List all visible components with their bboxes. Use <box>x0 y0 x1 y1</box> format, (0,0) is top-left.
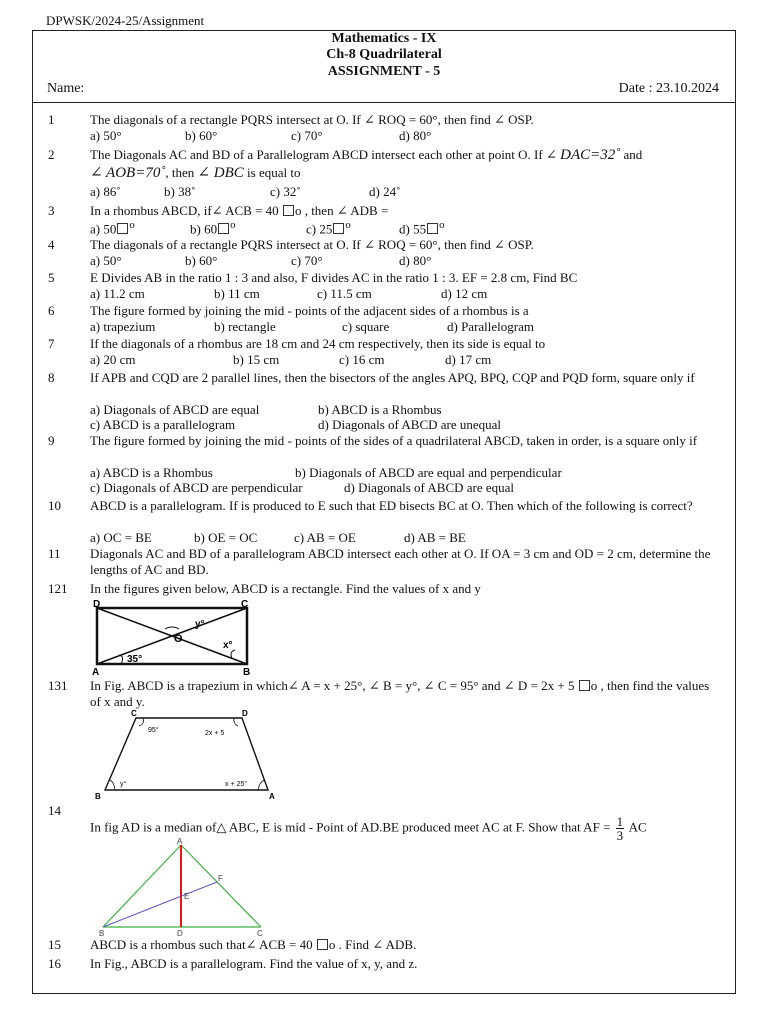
question-number: 5 <box>48 270 55 285</box>
option-a: a) trapezium <box>90 319 156 334</box>
option-b: b) 60° <box>185 253 218 268</box>
option-d: d) 24˚ <box>369 184 401 199</box>
text-part: AC <box>626 819 647 835</box>
question-text <box>90 937 719 953</box>
option-d: d) Parallelogram <box>447 319 534 334</box>
text-part: In a rhombus ABCD, if∠ ACB = 40 <box>90 203 282 218</box>
vertex-label-b: B <box>99 929 105 937</box>
option-b: b) 38˚ <box>164 184 196 199</box>
question-text-line-2 <box>90 165 719 181</box>
angle-label-x25: x + 25° <box>225 781 248 788</box>
line-bf <box>103 882 217 927</box>
page-reference: DPWSK/2024-25/Assignment <box>46 13 205 28</box>
text-part: ABCD is a rhombus such that∠ ACB = 40 <box>90 937 316 952</box>
angle-arc <box>139 718 144 726</box>
angle-arc <box>165 627 179 629</box>
point-label-d: D <box>177 929 183 937</box>
vertex-label-c: C <box>257 929 263 937</box>
question-number: 131 <box>48 678 68 693</box>
question-text <box>90 203 719 219</box>
option-c: c) 16 cm <box>339 352 385 367</box>
math-expression: ∠ DBC <box>197 165 244 181</box>
assignment-sheet <box>32 30 736 994</box>
option-b: b) OE = OC <box>194 530 258 545</box>
vertex-label-c: C <box>131 710 137 718</box>
option-b: b) rectangle <box>214 319 276 334</box>
text-part: In fig AD is a median of△ ABC, E is mid - Point of AD.BE produced meet AC at F. Show that AF = <box>90 819 614 835</box>
date-label: Date : 23.10.2024 <box>618 81 719 96</box>
assignment-title: ASSIGNMENT - 5 <box>327 64 441 79</box>
placeholder-box-icon <box>218 223 229 234</box>
angle-arc <box>234 718 238 726</box>
option-a: a) ABCD is a Rhombus <box>90 465 213 480</box>
option-d: d) AB = BE <box>404 530 466 545</box>
option-c: c) 11.5 cm <box>317 286 372 301</box>
question-number: 4 <box>48 237 55 252</box>
point-label-f: F <box>218 874 223 883</box>
side-ac <box>181 845 261 927</box>
vertex-label-d: D <box>93 599 101 610</box>
option-c: c) AB = OE <box>294 530 356 545</box>
option-c: c) 25 $^o$ <box>306 219 351 237</box>
rectangle-figure <box>91 598 256 676</box>
question-text: The diagonals of a rectangle PQRS intersect at O. If ∠ ROQ = 60°, then find ∠ OSP. <box>90 112 534 127</box>
question-text: In Fig., ABCD is a parallelogram. Find the value of x, y, and z. <box>90 956 418 971</box>
vertex-label-c: C <box>241 599 249 610</box>
option-d: d) 80° <box>399 128 432 143</box>
vertex-label-d: D <box>242 710 248 718</box>
option-c: c) ABCD is a parallelogram <box>90 417 236 432</box>
vertex-label-b: B <box>95 792 101 800</box>
option-c: c) Diagonals of ABCD are perpendicular <box>90 480 303 495</box>
placeholder-box-icon <box>579 680 590 691</box>
text-part: o , then ∠ ADB = <box>294 203 389 218</box>
trapezium-figure <box>93 710 298 800</box>
question-text: The figure formed by joining the mid - points of the adjacent sides of a rhombus is a <box>90 303 529 318</box>
option-a: a) 50 $^o$ <box>90 219 135 237</box>
question-number: 16 <box>48 956 61 971</box>
subject-title: Mathematics - IX <box>331 31 437 46</box>
question-text: The diagonals of a rectangle PQRS intersect at O. If ∠ ROQ = 60°, then find ∠ OSP. <box>90 237 534 252</box>
option-a: a) 20 cm <box>90 352 136 367</box>
option-c: c) 32˚ <box>270 184 301 199</box>
question-number: 9 <box>48 433 55 448</box>
angle-label-y: y° <box>120 781 127 788</box>
placeholder-box-icon <box>317 939 328 950</box>
option-d: d) 55 $^o$ <box>399 219 445 237</box>
question-text: In the figures given below, ABCD is a rectangle. Find the values of x and y <box>90 581 481 596</box>
option-c: c) square <box>342 319 390 334</box>
question-number: 2 <box>48 147 55 162</box>
vertex-label-a: A <box>177 837 183 846</box>
question-text: E Divides AB in the ratio 1 : 3 and also, F divides AC in the ratio 1 : 3. EF = 2.8 cm, Find BC <box>90 270 578 285</box>
option-d: d) 12 cm <box>441 286 488 301</box>
option-b: b) 60 $^o$ <box>190 219 236 237</box>
math-expression: ∠ AOB=70˚ <box>90 165 166 181</box>
math-expression: DAC=32˚ <box>560 147 621 163</box>
question-number: 8 <box>48 370 55 385</box>
question-text: Diagonals AC and BD of a parallelogram ABCD intersect each other at O. If OA = 3 cm and OD = 2 cm, determine the lengths of AC and BD. <box>90 546 711 577</box>
angle-arc <box>258 780 264 790</box>
angle-label-95: 95° <box>148 727 159 734</box>
placeholder-box-icon <box>333 223 344 234</box>
fraction-denominator: 3 <box>616 828 624 843</box>
trapezium-outline <box>105 718 268 790</box>
angle-label-2x5: 2x + 5 <box>205 730 225 737</box>
question-number: 121 <box>48 581 68 596</box>
option-b: b) 11 cm <box>214 286 260 301</box>
angle-label-x: x° <box>223 640 233 651</box>
center-label-o: O <box>174 633 183 645</box>
question-number: 6 <box>48 303 55 318</box>
question-number: 1 <box>48 112 55 127</box>
placeholder-box-icon <box>427 223 438 234</box>
option-a: a) Diagonals of ABCD are equal <box>90 402 260 417</box>
header-divider <box>33 102 735 103</box>
fraction-numerator: 1 <box>616 814 624 829</box>
fraction <box>616 815 625 842</box>
question-number: 10 <box>48 498 61 513</box>
option-a: a) 50° <box>90 128 122 143</box>
text-part: The Diagonals AC and BD of a Parallelogram ABCD intersect each other at point O. If ∠ <box>90 147 561 162</box>
name-label: Name: <box>47 81 85 96</box>
text-part: , then <box>165 165 198 180</box>
question-text: The figure formed by joining the mid - points of the sides of a quadrilateral ABCD, taken in order, is a square only if <box>90 433 698 448</box>
option-b: b) 60° <box>185 128 218 143</box>
option-b: b) Diagonals of ABCD are equal and perpendicular <box>295 465 562 480</box>
question-text: ABCD is a parallelogram. If is produced to E such that ED bisects BC at O. Then which of the following is correct? <box>90 498 693 513</box>
placeholder-box-icon <box>117 223 128 234</box>
vertex-label-a: A <box>92 667 100 676</box>
option-d: d) Diagonals of ABCD are unequal <box>318 417 502 432</box>
option-d: d) 80° <box>399 253 432 268</box>
side-ab <box>103 845 181 927</box>
text-part: In Fig. ABCD is a trapezium in which∠ A = x + 25°, ∠ B = y°, ∠ C = 95° and ∠ D = 2x + 5 <box>90 678 578 693</box>
text-part: o , then find the values of x and y. <box>90 678 710 709</box>
option-a: a) 50° <box>90 253 122 268</box>
question-text <box>90 147 719 163</box>
triangle-figure <box>97 837 267 937</box>
angle-label-35: 35° <box>127 654 143 665</box>
question-text: If APB and CQD are 2 parallel lines, then the bisectors of the angles APQ, BPQ, CQP and PQD form, square only if <box>90 370 695 385</box>
question-number: 7 <box>48 336 55 351</box>
option-b: b) ABCD is a Rhombus <box>318 402 442 417</box>
text-part: is equal to <box>243 165 301 180</box>
question-text: If the diagonals of a rhombus are 18 cm and 24 cm respectively, then its side is equal to <box>90 336 546 351</box>
vertex-label-b: B <box>243 667 251 676</box>
option-d: d) 17 cm <box>445 352 492 367</box>
option-c: c) 70° <box>291 128 323 143</box>
angle-arc <box>110 780 115 790</box>
vertex-label-a: A <box>269 792 275 800</box>
question-number: 11 <box>48 546 61 561</box>
text-part: o . Find ∠ ADB. <box>328 937 417 952</box>
option-a: a) OC = BE <box>90 530 152 545</box>
option-a: a) 86˚ <box>90 184 121 199</box>
question-number: 3 <box>48 203 55 218</box>
angle-label-y: y° <box>195 619 205 630</box>
question-text <box>90 678 719 710</box>
text-part: and <box>620 147 643 162</box>
placeholder-box-icon <box>283 205 294 216</box>
option-c: c) 70° <box>291 253 323 268</box>
angle-arc <box>231 650 235 658</box>
question-number: 14 <box>48 803 61 818</box>
option-b: b) 15 cm <box>233 352 280 367</box>
chapter-title: Ch-8 Quadrilateral <box>326 47 442 62</box>
option-d: d) Diagonals of ABCD are equal <box>344 480 515 495</box>
question-number: 15 <box>48 937 61 952</box>
point-label-e: E <box>184 892 190 901</box>
option-a: a) 11.2 cm <box>90 286 145 301</box>
